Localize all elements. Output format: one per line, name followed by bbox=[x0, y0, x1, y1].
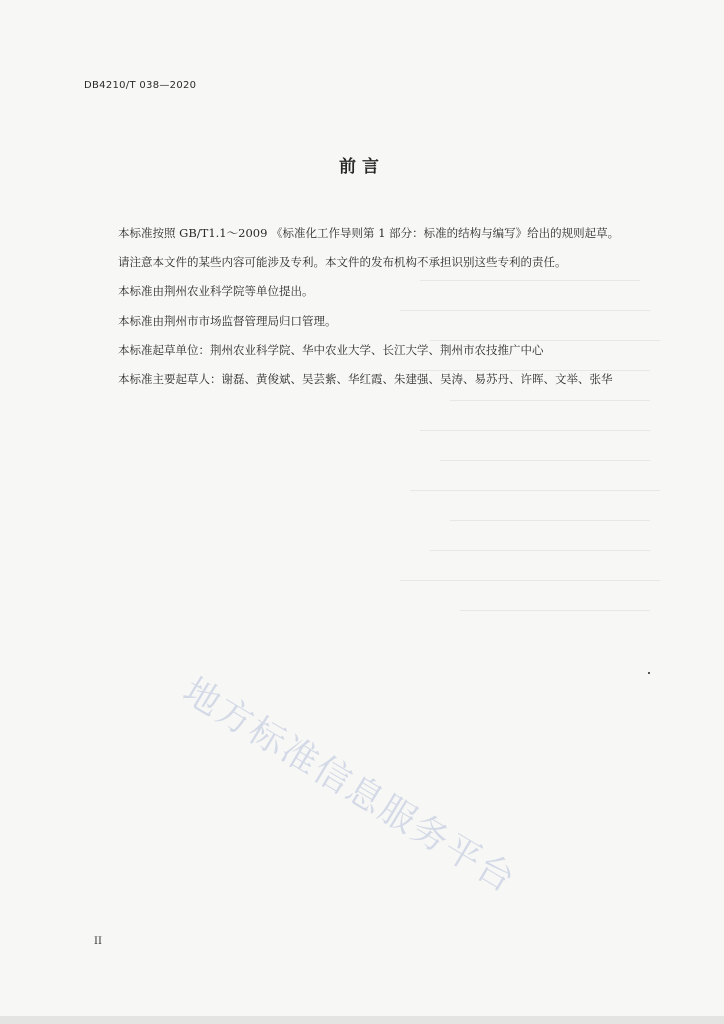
document-code: DB4210/T 038—2020 bbox=[84, 80, 197, 91]
paragraph-proposer: 本标准由荆州农业科学院等单位提出。 bbox=[118, 284, 314, 299]
scan-edge bbox=[0, 1016, 724, 1024]
preface-body bbox=[84, 219, 664, 394]
page-title: 前言 bbox=[339, 157, 385, 177]
speck bbox=[648, 672, 650, 674]
paragraph-drafting-units: 本标准起草单位：荆州农业科学院、华中农业大学、长江大学、荆州市农技推广中心 bbox=[118, 342, 544, 357]
paragraph-drafting-rules: 本标准按照 GB/T1.1～2009 《标准化工作导则第 1 部分：标准的结构与编写》给出的规则起草。 bbox=[118, 226, 620, 240]
paragraph-administrator: 本标准由荆州市市场监督管理局归口管理。 bbox=[118, 313, 337, 328]
paragraph-drafters: 本标准主要起草人：谢磊、黄俊斌、吴芸紫、华红霞、朱建强、吴涛、易苏丹、许晖、文举、张华 bbox=[118, 372, 613, 387]
page-number: II bbox=[94, 936, 102, 947]
watermark-text: 地方标准信息服务平台 bbox=[175, 670, 523, 902]
paragraph-patent-notice: 请注意本文件的某些内容可能涉及专利。本文件的发布机构不承担识别这些专利的责任。 bbox=[118, 255, 567, 270]
